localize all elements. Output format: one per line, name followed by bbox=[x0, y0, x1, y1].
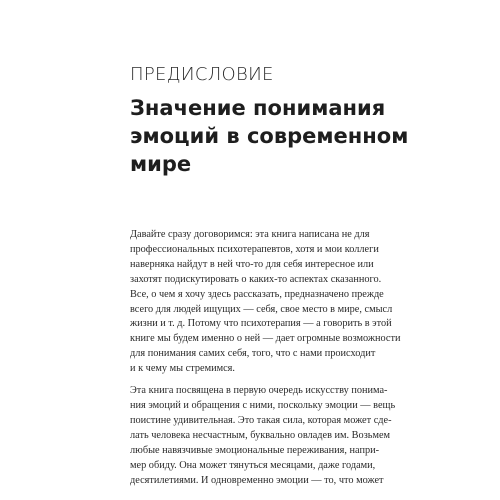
chapter-title-line: эмоций в современном bbox=[130, 124, 409, 148]
chapter-title-line: мире bbox=[130, 152, 192, 176]
text-line: и к чему мы стремимся. bbox=[130, 363, 235, 375]
text-line: мер обиду. Она может тянуться месяцами, даже годами, bbox=[130, 459, 376, 471]
text-line: Все, о чем я хочу здесь рассказать, предназначено прежде bbox=[130, 288, 384, 300]
text-line: десятилетиями. И одновременно эмоции — то, что может bbox=[130, 474, 384, 486]
chapter-kicker: ПРЕДИСЛОВИЕ bbox=[130, 64, 274, 85]
chapter-title-line: Значение понимания bbox=[130, 96, 386, 120]
text-line: для понимания самих себя, того, что с нами происходит bbox=[130, 348, 376, 360]
text-line: Давайте сразу договоримся: эта книга написана не для bbox=[130, 229, 370, 240]
text-line: Эта книга посвящена в первую очередь искусству понима- bbox=[130, 385, 388, 397]
text-line: лать человека несчастным, буквально овладев им. Возьмем bbox=[130, 429, 391, 441]
text-line: книге мы будем именно о ней — дает огромные возможности bbox=[130, 333, 401, 345]
text-line: захотят подискутировать о каких-то аспектах сказанного. bbox=[130, 273, 382, 285]
body-text bbox=[130, 228, 401, 488]
chapter-title bbox=[130, 94, 480, 178]
text-line: любые навязчивые эмоциональные переживания, напри- bbox=[130, 444, 380, 456]
paragraph bbox=[130, 384, 396, 488]
text-line: поистине удивительная. Это такая сила, которая может сде- bbox=[130, 414, 392, 426]
text-line: всего для людей ищущих — себя, свое место в мире, смысл bbox=[130, 303, 393, 315]
text-line: профессиональных психотерапевтов, хотя и мои коллеги bbox=[130, 243, 379, 255]
paragraph bbox=[130, 228, 401, 377]
text-line: жизни и т. д. Потому что психотерапия — а говорить в этой bbox=[130, 318, 392, 330]
text-line: наверняка найдут в ней что-то для себя интересное или bbox=[130, 258, 374, 270]
text-line: ния эмоций и обращения с ними, поскольку эмоции — вещь bbox=[130, 399, 396, 411]
